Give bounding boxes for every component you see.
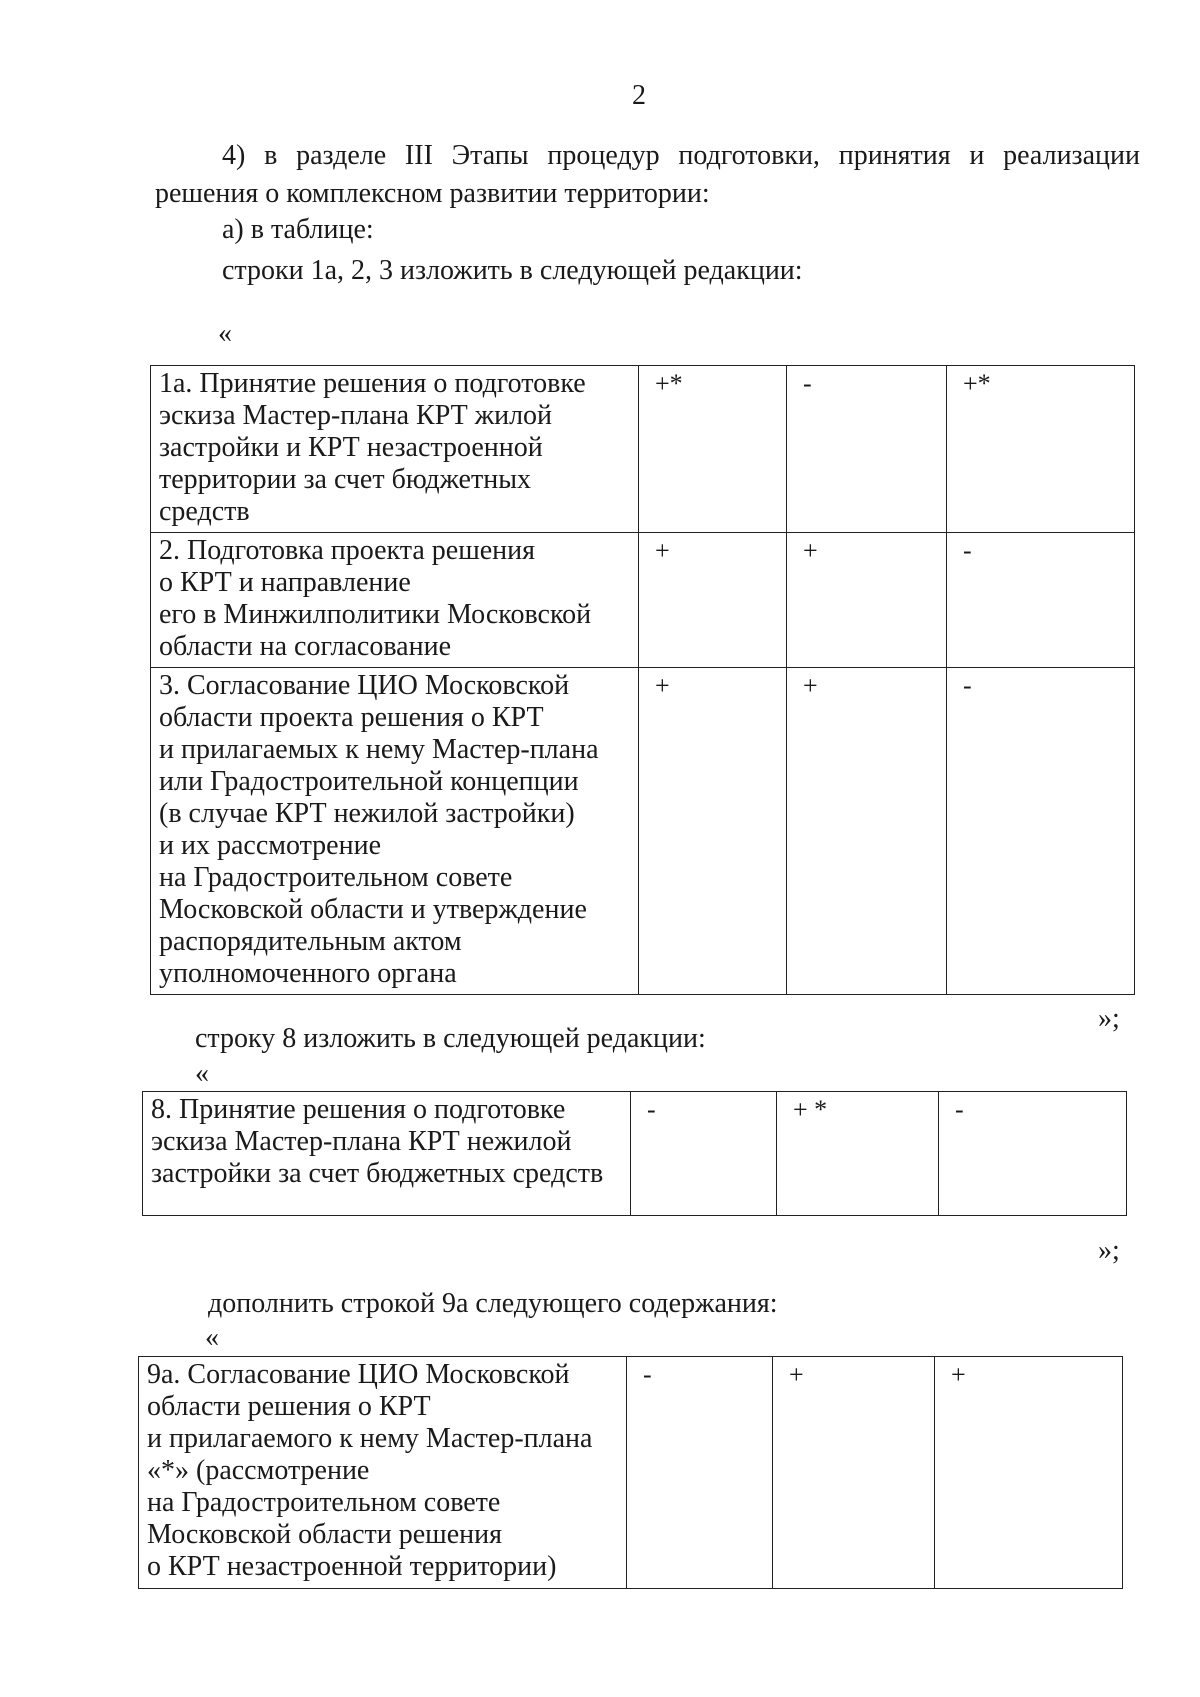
intro-word: подготовки,	[678, 140, 820, 171]
row-mark: +*	[639, 366, 787, 533]
row-mark: -	[939, 1092, 1127, 1216]
intro-word: III	[404, 140, 433, 171]
intro-word: и	[969, 140, 985, 171]
intro-line-1-num: 4)	[222, 140, 246, 171]
row-mark: + *	[777, 1092, 939, 1216]
intro-line-4: строки 1а, 2, 3 изложить в следующей редакции:	[222, 255, 803, 286]
intro-line-2: решения о комплексном развитии территории:	[155, 178, 710, 209]
row-mark: +	[787, 668, 947, 995]
row-mark: +	[639, 533, 787, 668]
intro-line-3: а) в таблице:	[222, 214, 374, 245]
row8-intro: строку 8 изложить в следующей редакции:	[195, 1023, 706, 1054]
intro-word: в	[264, 140, 278, 171]
intro-word: Этапы	[451, 140, 529, 171]
table-row-9a	[138, 1356, 1123, 1589]
row-mark: +	[935, 1357, 1123, 1589]
open-quote: «	[205, 1322, 219, 1353]
table-row	[151, 668, 1135, 995]
intro-word: принятия	[838, 140, 951, 171]
row-label: 1а. Принятие решения о подготовке эскиза Мастер-плана КРТ жилой застройки и КРТ незастроенной территории за счет бюджетных средств	[151, 366, 639, 533]
row-mark: -	[947, 533, 1135, 668]
row-label: 9а. Согласование ЦИО Московской области решения о КРТ и прилагаемого к нему Мастер-плана «*» (рассмотрение на Градостроительном совете Московской области решения о КРТ незастроенной территории)	[139, 1357, 627, 1589]
open-quote: «	[195, 1058, 209, 1089]
table-row-8	[142, 1091, 1127, 1216]
table-row	[151, 366, 1135, 533]
intro-line-1	[222, 139, 1140, 173]
intro-word: процедур	[547, 140, 660, 171]
row-mark: +	[773, 1357, 935, 1589]
row-mark: -	[631, 1092, 777, 1216]
row-mark: -	[947, 668, 1135, 995]
close-quote: »;	[1098, 1235, 1120, 1266]
row-label: 3. Согласование ЦИО Московской области проекта решения о КРТ и прилагаемых к нему Мастер-плана или Градостроительной концепции (в случае КРТ нежилой застройки) и их рассмотрение на Градостроительном совете Московской области и утверждение распорядительным актом уполномоченного органа	[151, 668, 639, 995]
table-row	[143, 1092, 1127, 1216]
row-mark: +	[639, 668, 787, 995]
row-mark: -	[627, 1357, 773, 1589]
open-quote: «	[218, 318, 232, 349]
row-label: 2. Подготовка проекта решения о КРТ и направление его в Минжилполитики Московской области на согласование	[151, 533, 639, 668]
page-number: 2	[632, 80, 646, 111]
intro-word: реализации	[1003, 140, 1140, 171]
row-mark: +*	[947, 366, 1135, 533]
row9a-intro: дополнить строкой 9а следующего содержания:	[208, 1288, 778, 1319]
row-mark: -	[787, 366, 947, 533]
row-mark: +	[787, 533, 947, 668]
table-rows-1a-2-3	[150, 365, 1135, 995]
table-row	[151, 533, 1135, 668]
table-row	[139, 1357, 1123, 1589]
row-label: 8. Принятие решения о подготовке эскиза Мастер-плана КРТ нежилой застройки за счет бюджетных средств	[143, 1092, 631, 1216]
close-quote: »;	[1098, 1003, 1120, 1034]
intro-word: разделе	[296, 140, 387, 171]
